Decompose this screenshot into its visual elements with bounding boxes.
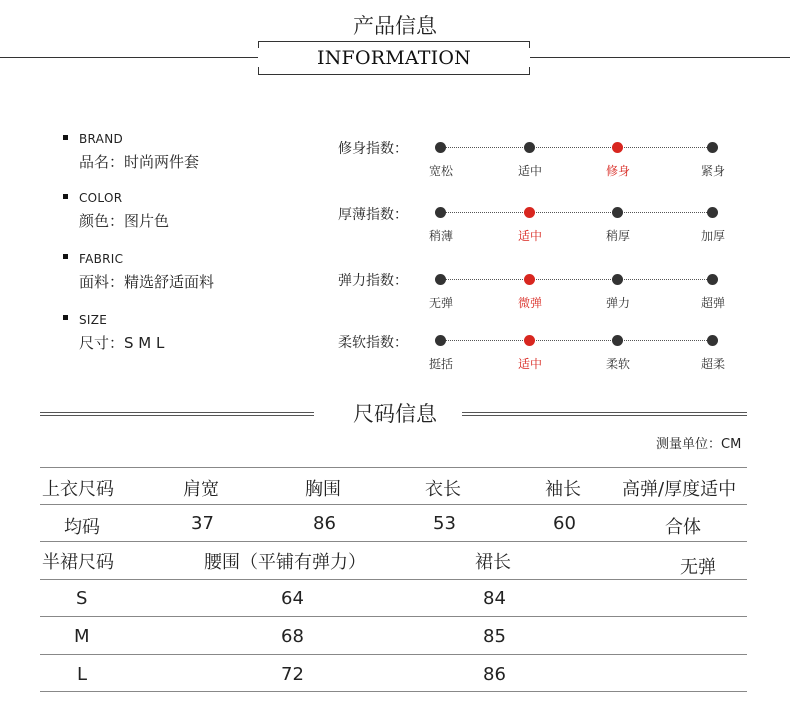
table-row-divider [40,654,747,655]
thickness-index-option: 加厚 [700,229,725,243]
elasticity-index-track [441,279,713,280]
thickness-index-option: 稍薄 [428,229,453,243]
page-title: 产品信息 [353,14,437,38]
skirt-size-m: M [74,626,90,647]
skirt-size-s: S [76,588,88,609]
elasticity-index-option: 超弹 [700,296,725,310]
bullet-icon [63,254,68,259]
sleeve-value: 60 [553,513,576,534]
elasticity-index-dot [707,274,718,285]
softness-index-option: 柔软 [605,357,630,371]
bullet-icon [63,194,68,199]
length-header: 衣长 [425,479,461,500]
header-rule-left [0,57,258,58]
fit-index-option: 宽松 [428,164,453,178]
table-border-top [40,467,747,468]
header-subtitle: INFORMATION [317,47,471,69]
fit-index-option-selected: 修身 [605,164,630,178]
header-rule-right [530,57,790,58]
softness-index-track [441,340,713,341]
softness-index-dot-selected [524,335,535,346]
thickness-index-track [441,212,713,213]
shoulder-value: 37 [191,513,214,534]
fit-index-label: 修身指数： [338,141,408,157]
brand-value: 品名：时尚两件套 [79,153,200,171]
fit-index-dot [435,142,446,153]
bust-value: 86 [313,513,336,534]
table-row-divider [40,541,747,542]
fit-index-dot [524,142,535,153]
elasticity-index-option-selected: 微弹 [517,296,542,310]
elasticity-index-option: 无弹 [428,296,453,310]
fabric-label: FABRIC [79,252,124,266]
fit-value: 合体 [665,517,701,538]
thickness-index-option-selected: 适中 [517,229,542,243]
elasticity-index-option: 弹力 [605,296,630,310]
skirt-stretch-value: 无弹 [680,557,716,578]
fit-index-option: 紧身 [700,164,725,178]
elasticity-index-dot-selected [524,274,535,285]
top-size-header: 上衣尺码 [42,479,114,500]
skirt-length-m: 85 [483,626,506,647]
fit-index-dot [707,142,718,153]
softness-index-dot [435,335,446,346]
skirt-length-l: 86 [483,664,506,685]
skirt-size-header: 半裙尺码 [42,552,114,573]
skirt-length-header: 裙长 [475,552,511,573]
waist-l: 72 [281,664,304,685]
skirt-length-s: 84 [483,588,506,609]
bullet-icon [63,135,68,140]
color-value: 颜色：图片色 [79,212,170,230]
thickness-index-dot [707,207,718,218]
size-value: 尺寸：S M L [79,334,165,352]
top-size-value: 均码 [64,517,100,538]
skirt-size-l: L [77,664,88,685]
shoulder-header: 肩宽 [183,479,219,500]
fit-index-dot-selected [612,142,623,153]
bust-header: 胸围 [305,479,341,500]
table-border-bottom [40,691,747,692]
color-label: COLOR [79,191,123,205]
softness-index-option: 超柔 [700,357,725,371]
waist-header: 腰围（平铺有弹力） [204,552,366,573]
thickness-index-dot-selected [524,207,535,218]
thickness-index-dot [612,207,623,218]
length-value: 53 [433,513,456,534]
measurement-unit: 测量单位：CM [656,437,742,452]
table-row-divider [40,579,747,580]
softness-index-dot [707,335,718,346]
elasticity-index-label: 弹力指数： [338,273,408,289]
softness-index-label: 柔软指数： [338,335,408,351]
waist-s: 64 [281,588,304,609]
stretch-header: 高弹/厚度适中 [622,479,737,500]
fit-index-track [441,147,713,148]
size-label: SIZE [79,313,108,327]
softness-index-option-selected: 适中 [517,357,542,371]
size-section-title: 尺码信息 [353,402,437,426]
section-rule-right [462,412,747,416]
sleeve-header: 袖长 [545,479,581,500]
thickness-index-option: 稍厚 [605,229,630,243]
table-row-divider [40,616,747,617]
softness-index-option: 挺括 [428,357,453,371]
bullet-icon [63,315,68,320]
fabric-value: 面料：精选舒适面料 [79,273,215,291]
brand-label: BRAND [79,132,124,146]
fit-index-option: 适中 [517,164,542,178]
thickness-index-label: 厚薄指数： [338,207,408,223]
softness-index-dot [612,335,623,346]
thickness-index-dot [435,207,446,218]
waist-m: 68 [281,626,304,647]
elasticity-index-dot [435,274,446,285]
table-row-divider [40,504,747,505]
elasticity-index-dot [612,274,623,285]
